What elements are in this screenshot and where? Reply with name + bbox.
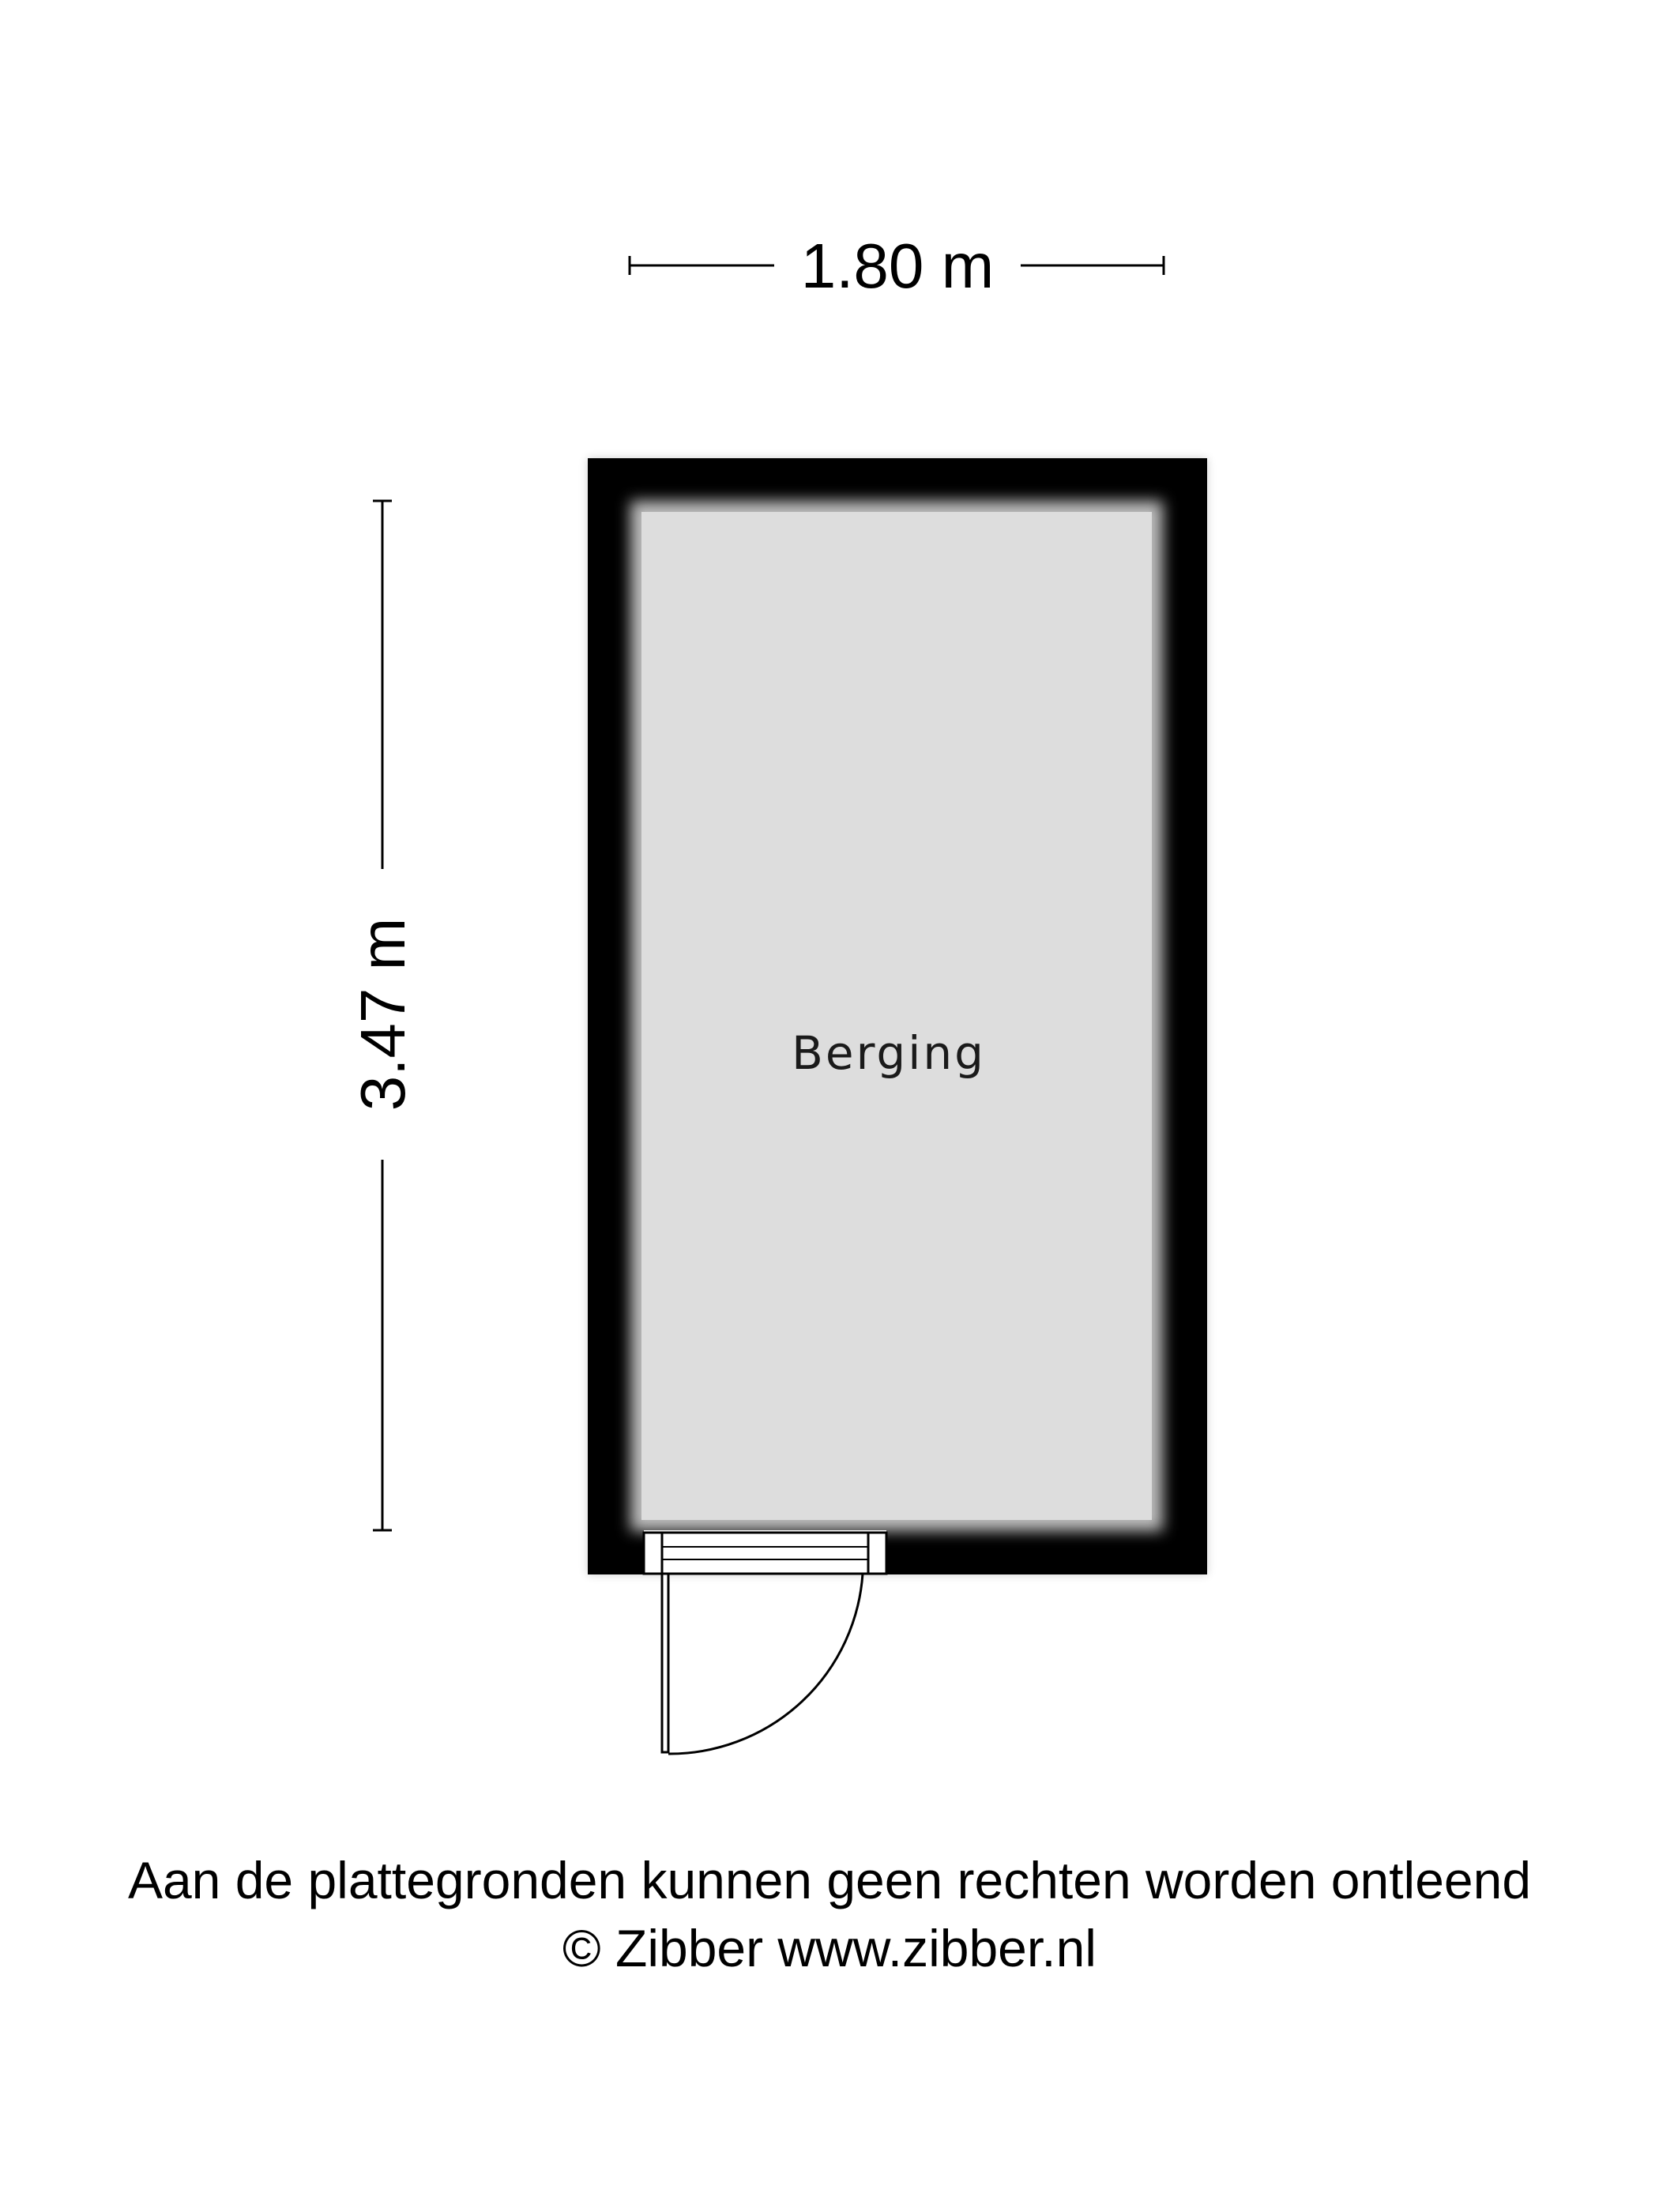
width-dimension-label: 1.80 m (800, 231, 995, 301)
copyright-text: © Zibber www.zibber.nl (562, 1919, 1097, 1977)
room-label: Berging (792, 1026, 986, 1080)
door-leaf (662, 1574, 668, 1752)
floor (641, 512, 1152, 1520)
height-dimension-label: 3.47 m (348, 917, 418, 1112)
door-swing-arc (668, 1574, 863, 1754)
height-dimension (348, 501, 418, 1530)
width-dimension (630, 231, 1164, 301)
door-frame (644, 1533, 886, 1574)
disclaimer-text: Aan de plattegronden kunnen geen rechten worden ontleend (127, 1851, 1532, 1909)
room-storage (588, 458, 1207, 1754)
